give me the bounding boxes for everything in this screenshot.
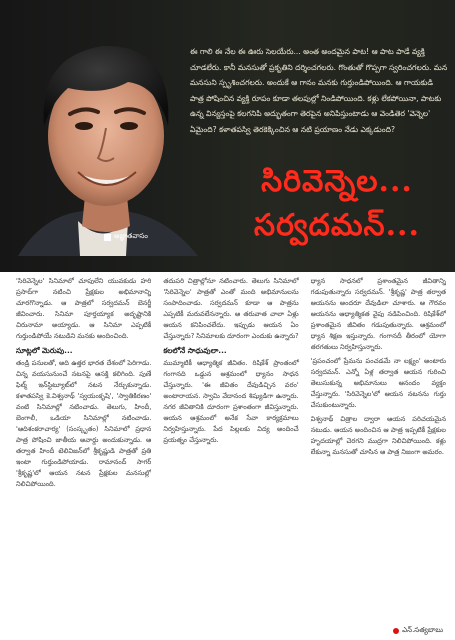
subheading: సూట్లలో మెరుపు...: [16, 346, 73, 355]
article-headline: [224, 160, 450, 248]
byline-bullet-icon: [393, 628, 399, 634]
intro-paragraph: ఈ గాలి ఈ నేల ఈ ఊరు సెలయేరు... అంత అందమైన పాట! ఆ పాట పాడే వ్యక్తి చూడలేరు. కానీ మనసుతో ప్రకృతిని దర్శించగలరు. గొంతుతో గొప్పగా స్వరించగలరు. మన మనసుని స్పృశించగలరు. అందుకే ఆ గానం మనకు గుర్తుండిపోయింది. ఆ గాయకుడి పాత్ర పోషించిన వ్యక్తి రూపం కూడా తలపుల్లో నిండిపోయింది. కళ్లు లేకపోయినా, పాటకు ఉన్న విన్యస్తంపై కలగనిపి అద్భుతంగా తెరపైన అనిపిస్తుంటాడు ఆ వెండితెర 'వెన్నెల' ఏమైంది? కళాతపస్వి తెరకెక్కించిన ఆ నటి ప్రయాణం నేడు ఎక్కడుంది?: [190, 47, 448, 134]
headline-line-2: సర్వదమన్...: [254, 208, 420, 243]
paragraph: 'సిరివెన్నెల' సినిమాలో చూపులేని యువకుడు హరి ప్రసాద్‌గా నటించి ప్రేక్షకుల అభిమానాన్ని చూరగొన్నాడు. ఆ పాత్రలో సర్వదమన్ బెనర్జీ జీవించారు. సినిమా పూర్తయ్యాక అదృష్టానికి చిరునామా అయ్యాడు. ఆ సినిమా ఎప్పటికీ గుర్తుండిపోయే నటుడిని మనకు అందించింది.: [16, 277, 152, 340]
actor-portrait: [8, 16, 208, 256]
paragraph: ముమ్మాటికీ ఆధ్యాత్మిక జీవితం. రిషికేశ్ ప్రాంతంలో గంగానది ఒడ్డున ఆశ్రమంలో ధ్యానం సాధన చేస్తున్నారు. 'ఈ జీవితం దేవుడిచ్చిన వరం' అంటారాయన. స్వామి వేదానంద శిష్యుడిగా ఉన్నారు. నగర జీవితానికి దూరంగా ప్రశాంతంగా జీవిస్తున్నారు. ఆయన ఆశ్రమంలో అనేక సేవా కార్యక్రమాలు నిర్వహిస్తున్నారు. పేద పిల్లలకు విద్య అందించే ప్రయత్నం చేస్తున్నారు.: [163, 359, 299, 444]
paragraph: తండ్రి పనులతో, అది ఉత్తర భారత దేశంలో పెరిగాడు. చిన్న వయసునుంచే నటనపై ఆసక్తి కలిగింది. పుణే ఫిల్మ్ ఇన్‌స్టిట్యూట్‌లో నటన నేర్చుకున్నాడు. కళాతపస్వి కె.విశ్వనాథ్ 'స్వయంకృషి', 'స్వాతికిరణం' వంటి సినిమాల్లో నటించాడు. తెలుగు, హిందీ, బెంగాలీ, ఒడియా సినిమాల్లో నటించాడు. 'ఆదిశంకరాచార్య' (సంస్కృతం) సినిమాలో ప్రధాన పాత్ర పోషించి జాతీయ అవార్డు అందుకున్నాడు. ఆ తర్వాత హిందీ టెలివిజన్‌లో శ్రీకృష్ణుడి పాత్రతో ప్రతి ఇంటా గుర్తుండిపోయాడు. రామానంద్ సాగర్ 'శ్రీకృష్ణ'లో ఆయన నటన ప్రేక్షకుల మనసుల్లో నిలిచిపోయింది.: [16, 359, 152, 488]
section-tag-label: అజ్ఞాతవాసం: [114, 232, 148, 240]
column-1: [16, 276, 151, 634]
paragraph: తదుపరి చిత్రాల్లోనూ నటించారు. తెలుగు సినిమాలో 'సిరివెన్నెల' పాత్రతో ఎంతో మంది అభిమానులను సంపాదించాడు. సర్వదమన్ కూడా ఆ పాత్రను ఎప్పటికీ మరువలేనన్నారు. ఆ తరువాత చాలా ఏళ్లు ఆయన కనిపించలేదు. ఇప్పుడు ఆయన ఏం చేస్తున్నారు? సినిమాలకు దూరంగా ఎందుకు ఉన్నారు?: [163, 277, 299, 340]
column-2: [163, 276, 298, 634]
section-tag: [104, 232, 148, 242]
author-name: ఎన్.సత్యబాబు: [402, 626, 443, 634]
section-marker-icon: [104, 234, 111, 241]
headline-line-1: సిరివెన్నెల...: [261, 164, 413, 199]
author-byline: [393, 626, 443, 636]
hero-banner: [0, 0, 455, 272]
subheading: కలలోనే సాధువులా...: [163, 346, 227, 355]
paragraph: 'ప్రపంచంలో ప్రేమను పంచడమే నా లక్ష్యం' అంటారు సర్వదమన్. ఎన్నో ఏళ్ల తర్వాత ఆయన గురించి తెలుసుకున్న అభిమానులు ఆనందం వ్యక్తం చేస్తున్నారు. 'సిరివెన్నెల'లో ఆయన నటనను గుర్తు చేసుకుంటున్నారు.: [310, 357, 446, 409]
paragraph: విశ్వనాథ్ చిత్రాల ద్వారా ఆయన పరిచయమైన నటుడు. ఆయన అందించిన ఆ పాత్ర ఇప్పటికీ ప్రేక్షకుల హృదయాల్లో చెరగని ముద్రగా నిలిచిపోయింది. కళ్లు లేకున్నా మనసుతో చూసిన ఆ పాత్ర నిజంగా అమరం.: [310, 415, 446, 456]
paragraph: ధ్యాన సాధనలో ప్రశాంతమైన జీవితాన్ని గడుపుతున్నారు సర్వదమన్. 'శ్రీకృష్ణ' పాత్ర తర్వాత ఆయనను అందరూ దేవుడిలా చూశారు. ఆ గౌరవం ఆయనను ఆధ్యాత్మికత వైపు నడిపించింది. రిషికేశ్‌లో ప్రశాంతమైన జీవితం గడుపుతున్నారు. ఆశ్రమంలో ధ్యాన శిక్షణ ఇస్తున్నారు. గంగానదీ తీరంలో యోగా తరగతులు నిర్వహిస్తున్నారు.: [310, 277, 446, 351]
article-body: [16, 276, 446, 634]
column-3: [311, 276, 446, 634]
